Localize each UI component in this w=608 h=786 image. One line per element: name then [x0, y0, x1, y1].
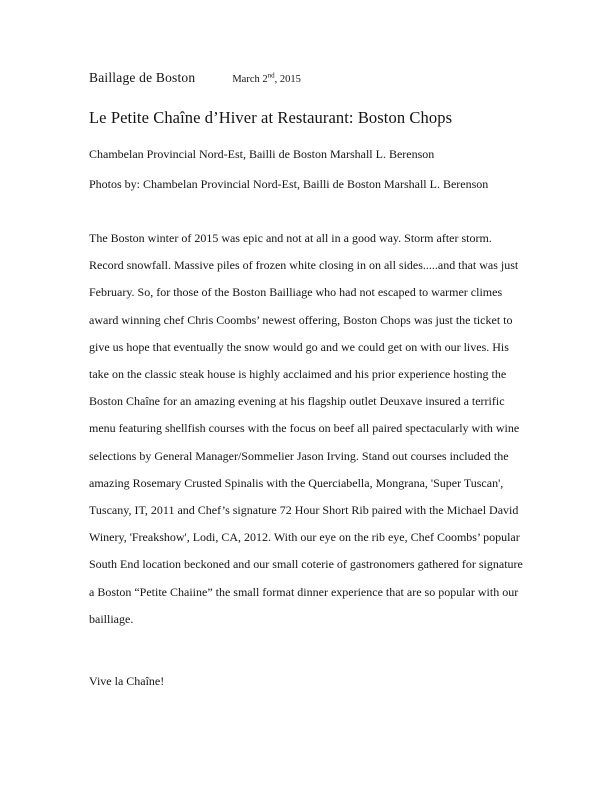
- date-year: , 2015: [274, 74, 301, 85]
- closing-line: Vive la Chaîne!: [89, 674, 165, 689]
- page-title: Le Petite Chaîne d’Hiver at Restaurant: Boston Chops: [89, 108, 453, 127]
- article-body-paragraph: The Boston winter of 2015 was epic and not at all in a good way. Storm after storm. Record snowfall. Massive piles of frozen white closing in on all sides.....and that was just February. So, for those of the Boston Bailliage who had not escaped to warmer climes award winning chef Chris Coombs’ newest offering, Boston Chops was just the ticket to give us hope that eventually the snow would go and we could get on with our lives. His take on the classic steak house is highly acclaimed and his prior experience hosting the Boston Chaîne for an amazing evening at his flagship outlet Deuxave insured a terrific menu featuring shellfish courses with the focus on beef all paired spectacularly with wine selections by General Manager/Sommelier Jason Irving. Stand out courses included the amazing Rosemary Crusted Spinalis with the Querciabella, Mongrana, 'Super Tuscan', Tuscany, IT, 2011 and Chef’s signature 72 Hour Short Rib paired with the Michael David Winery, 'Freakshow', Lodi, CA, 2012. With our eye on the rib eye, Chef Coombs’ popular South End location beckoned and our small coterie of gastronomers gathered for signature a Boston “Petite Chaiine” the small format dinner experience that are so popular with our bailliage.: [89, 231, 523, 626]
- date-day: March 2: [232, 74, 268, 85]
- document-header: [89, 70, 522, 86]
- date-ordinal-superscript: nd: [267, 71, 275, 80]
- organization-name: Baillage de Boston: [89, 70, 196, 85]
- photo-credit-line: Photos by: Chambelan Provincial Nord-Est, Bailli de Boston Marshall L. Berenson: [89, 177, 489, 191]
- document-date: [232, 71, 301, 85]
- author-byline: Chambelan Provincial Nord-Est, Bailli de Boston Marshall L. Berenson: [89, 147, 435, 161]
